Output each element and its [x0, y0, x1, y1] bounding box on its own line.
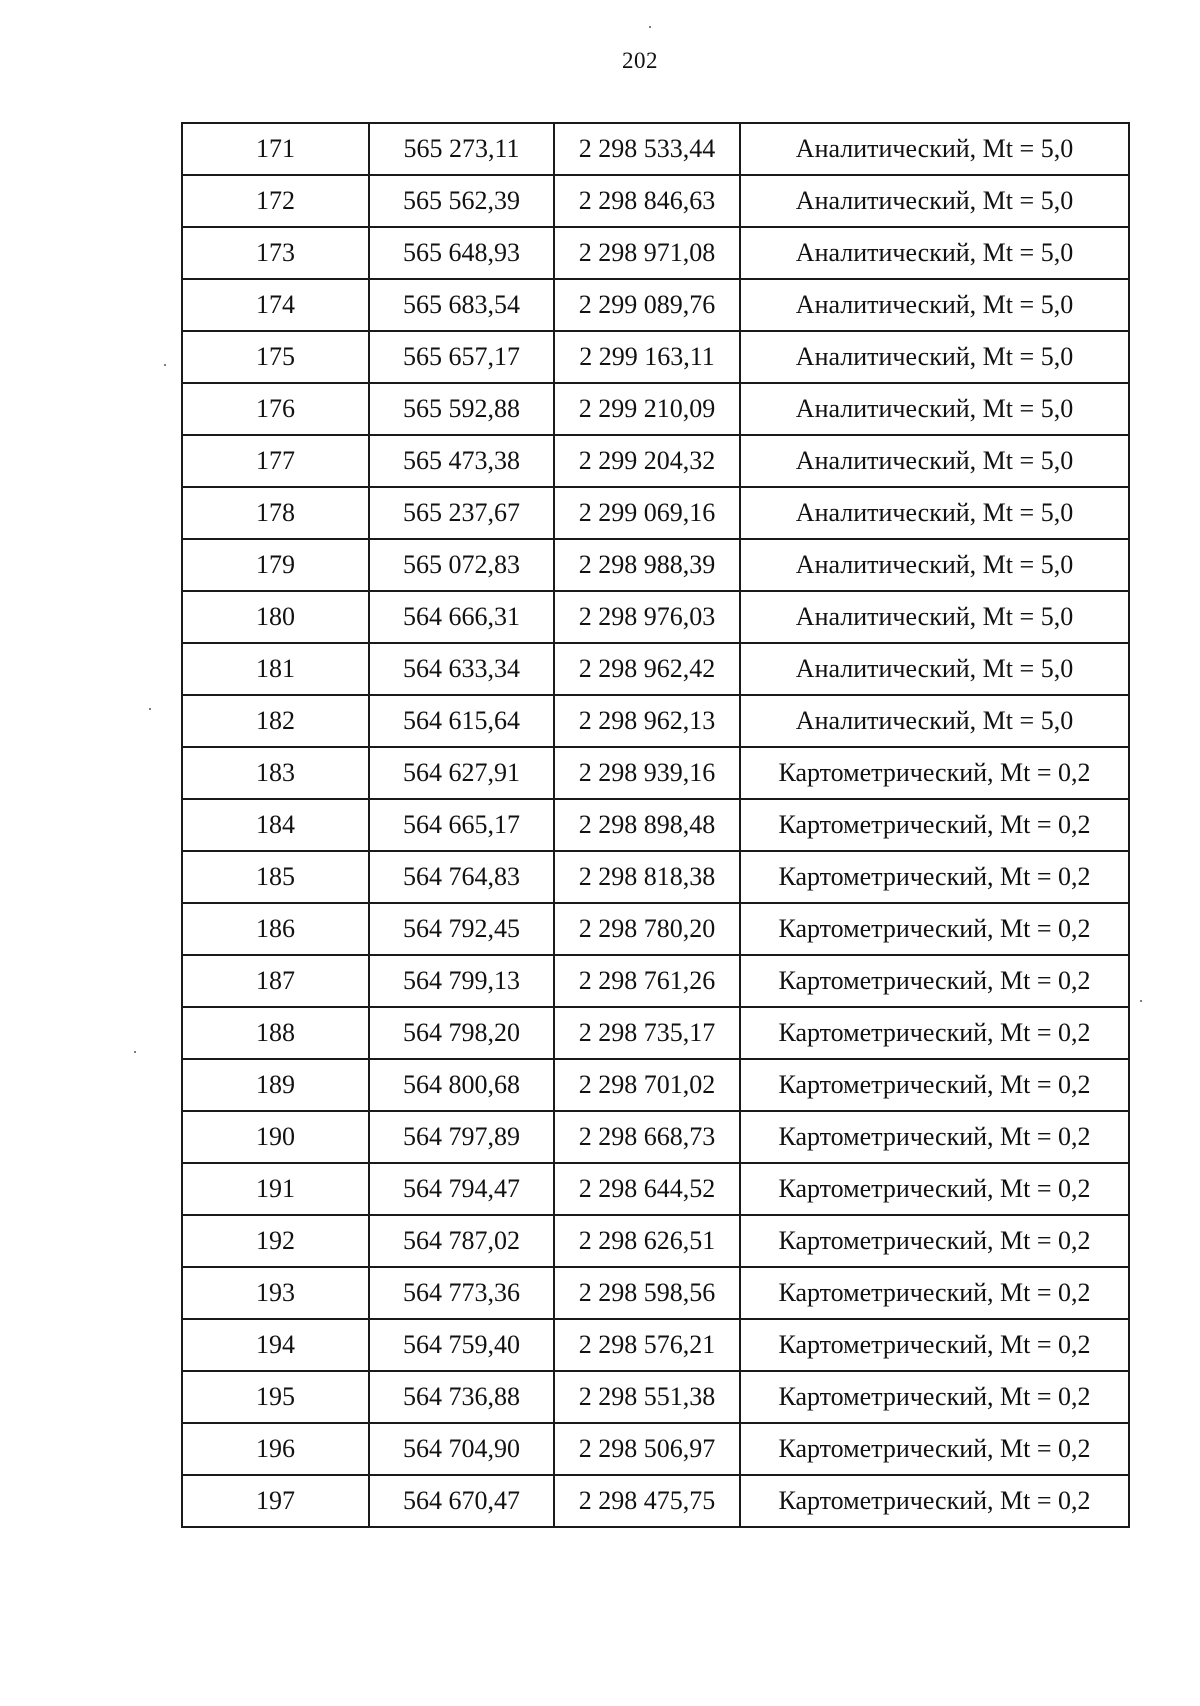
- point-number-cell: 192: [182, 1215, 369, 1267]
- point-number-cell: 194: [182, 1319, 369, 1371]
- method-cell: Картометрический, Mt = 0,2: [740, 903, 1129, 955]
- x-coordinate-cell: 565 237,67: [369, 487, 554, 539]
- method-cell: Аналитический, Mt = 5,0: [740, 643, 1129, 695]
- point-number-cell: 183: [182, 747, 369, 799]
- y-coordinate-cell: 2 298 971,08: [554, 227, 740, 279]
- x-coordinate-cell: 564 764,83: [369, 851, 554, 903]
- table-row: [182, 955, 1129, 1007]
- method-cell: Аналитический, Mt = 5,0: [740, 383, 1129, 435]
- x-coordinate-cell: 564 615,64: [369, 695, 554, 747]
- table-row: [182, 1423, 1129, 1475]
- x-coordinate-cell: 564 759,40: [369, 1319, 554, 1371]
- table-row: [182, 331, 1129, 383]
- y-coordinate-cell: 2 298 668,73: [554, 1111, 740, 1163]
- method-cell: Картометрический, Mt = 0,2: [740, 1215, 1129, 1267]
- y-coordinate-cell: 2 298 962,13: [554, 695, 740, 747]
- x-coordinate-cell: 565 562,39: [369, 175, 554, 227]
- y-coordinate-cell: 2 298 976,03: [554, 591, 740, 643]
- y-coordinate-cell: 2 298 898,48: [554, 799, 740, 851]
- y-coordinate-cell: 2 298 701,02: [554, 1059, 740, 1111]
- method-cell: Аналитический, Mt = 5,0: [740, 227, 1129, 279]
- method-cell: Картометрический, Mt = 0,2: [740, 1371, 1129, 1423]
- method-cell: Аналитический, Mt = 5,0: [740, 487, 1129, 539]
- x-coordinate-cell: 564 799,13: [369, 955, 554, 1007]
- point-number-cell: 196: [182, 1423, 369, 1475]
- table-row: [182, 1319, 1129, 1371]
- point-number-cell: 172: [182, 175, 369, 227]
- method-cell: Картометрический, Mt = 0,2: [740, 799, 1129, 851]
- table-row: [182, 279, 1129, 331]
- method-cell: Картометрический, Mt = 0,2: [740, 1059, 1129, 1111]
- x-coordinate-cell: 564 670,47: [369, 1475, 554, 1527]
- coordinates-table: [181, 122, 1130, 1528]
- table-row: [182, 539, 1129, 591]
- y-coordinate-cell: 2 298 818,38: [554, 851, 740, 903]
- y-coordinate-cell: 2 298 761,26: [554, 955, 740, 1007]
- x-coordinate-cell: 564 704,90: [369, 1423, 554, 1475]
- table-row: [182, 227, 1129, 279]
- x-coordinate-cell: 564 787,02: [369, 1215, 554, 1267]
- point-number-cell: 191: [182, 1163, 369, 1215]
- y-coordinate-cell: 2 298 735,17: [554, 1007, 740, 1059]
- table-row: [182, 1475, 1129, 1527]
- x-coordinate-cell: 565 273,11: [369, 123, 554, 175]
- scan-speck: [134, 1051, 136, 1053]
- table-row: [182, 1059, 1129, 1111]
- point-number-cell: 177: [182, 435, 369, 487]
- scan-speck: [649, 26, 651, 28]
- method-cell: Картометрический, Mt = 0,2: [740, 747, 1129, 799]
- method-cell: Аналитический, Mt = 5,0: [740, 435, 1129, 487]
- method-cell: Аналитический, Mt = 5,0: [740, 539, 1129, 591]
- method-cell: Аналитический, Mt = 5,0: [740, 175, 1129, 227]
- y-coordinate-cell: 2 298 846,63: [554, 175, 740, 227]
- method-cell: Картометрический, Mt = 0,2: [740, 1423, 1129, 1475]
- point-number-cell: 187: [182, 955, 369, 1007]
- table-row: [182, 383, 1129, 435]
- y-coordinate-cell: 2 298 626,51: [554, 1215, 740, 1267]
- point-number-cell: 181: [182, 643, 369, 695]
- y-coordinate-cell: 2 299 089,76: [554, 279, 740, 331]
- y-coordinate-cell: 2 298 939,16: [554, 747, 740, 799]
- x-coordinate-cell: 564 773,36: [369, 1267, 554, 1319]
- y-coordinate-cell: 2 299 210,09: [554, 383, 740, 435]
- point-number-cell: 171: [182, 123, 369, 175]
- page-number: 202: [622, 48, 658, 73]
- x-coordinate-cell: 564 666,31: [369, 591, 554, 643]
- table-row: [182, 1267, 1129, 1319]
- y-coordinate-cell: 2 298 780,20: [554, 903, 740, 955]
- method-cell: Аналитический, Mt = 5,0: [740, 279, 1129, 331]
- point-number-cell: 173: [182, 227, 369, 279]
- method-cell: Картометрический, Mt = 0,2: [740, 1475, 1129, 1527]
- point-number-cell: 182: [182, 695, 369, 747]
- y-coordinate-cell: 2 298 644,52: [554, 1163, 740, 1215]
- y-coordinate-cell: 2 298 506,97: [554, 1423, 740, 1475]
- point-number-cell: 188: [182, 1007, 369, 1059]
- y-coordinate-cell: 2 298 962,42: [554, 643, 740, 695]
- y-coordinate-cell: 2 299 163,11: [554, 331, 740, 383]
- method-cell: Картометрический, Mt = 0,2: [740, 1267, 1129, 1319]
- method-cell: Картометрический, Mt = 0,2: [740, 1163, 1129, 1215]
- y-coordinate-cell: 2 298 551,38: [554, 1371, 740, 1423]
- x-coordinate-cell: 564 736,88: [369, 1371, 554, 1423]
- table-row: [182, 1215, 1129, 1267]
- method-cell: Аналитический, Mt = 5,0: [740, 695, 1129, 747]
- method-cell: Картометрический, Mt = 0,2: [740, 851, 1129, 903]
- table-row: [182, 643, 1129, 695]
- y-coordinate-cell: 2 298 598,56: [554, 1267, 740, 1319]
- point-number-cell: 197: [182, 1475, 369, 1527]
- table-row: [182, 487, 1129, 539]
- x-coordinate-cell: 565 473,38: [369, 435, 554, 487]
- point-number-cell: 175: [182, 331, 369, 383]
- table-row: [182, 123, 1129, 175]
- method-cell: Картометрический, Mt = 0,2: [740, 1007, 1129, 1059]
- point-number-cell: 174: [182, 279, 369, 331]
- point-number-cell: 190: [182, 1111, 369, 1163]
- scan-speck: [149, 708, 151, 710]
- method-cell: Картометрический, Mt = 0,2: [740, 1111, 1129, 1163]
- x-coordinate-cell: 564 798,20: [369, 1007, 554, 1059]
- x-coordinate-cell: 564 797,89: [369, 1111, 554, 1163]
- x-coordinate-cell: 565 592,88: [369, 383, 554, 435]
- table-row: [182, 1371, 1129, 1423]
- x-coordinate-cell: 564 633,34: [369, 643, 554, 695]
- point-number-cell: 186: [182, 903, 369, 955]
- table-row: [182, 435, 1129, 487]
- table-row: [182, 799, 1129, 851]
- point-number-cell: 184: [182, 799, 369, 851]
- method-cell: Картометрический, Mt = 0,2: [740, 1319, 1129, 1371]
- table-row: [182, 903, 1129, 955]
- y-coordinate-cell: 2 299 069,16: [554, 487, 740, 539]
- point-number-cell: 193: [182, 1267, 369, 1319]
- table-row: [182, 1007, 1129, 1059]
- table-row: [182, 1111, 1129, 1163]
- point-number-cell: 189: [182, 1059, 369, 1111]
- x-coordinate-cell: 564 800,68: [369, 1059, 554, 1111]
- point-number-cell: 195: [182, 1371, 369, 1423]
- y-coordinate-cell: 2 298 576,21: [554, 1319, 740, 1371]
- method-cell: Аналитический, Mt = 5,0: [740, 331, 1129, 383]
- x-coordinate-cell: 565 648,93: [369, 227, 554, 279]
- point-number-cell: 176: [182, 383, 369, 435]
- point-number-cell: 179: [182, 539, 369, 591]
- scan-speck: [1140, 1000, 1142, 1002]
- y-coordinate-cell: 2 298 988,39: [554, 539, 740, 591]
- x-coordinate-cell: 564 792,45: [369, 903, 554, 955]
- point-number-cell: 180: [182, 591, 369, 643]
- x-coordinate-cell: 565 072,83: [369, 539, 554, 591]
- table-body: [182, 123, 1129, 1527]
- x-coordinate-cell: 565 657,17: [369, 331, 554, 383]
- y-coordinate-cell: 2 298 475,75: [554, 1475, 740, 1527]
- table-row: [182, 851, 1129, 903]
- y-coordinate-cell: 2 299 204,32: [554, 435, 740, 487]
- x-coordinate-cell: 564 627,91: [369, 747, 554, 799]
- table-row: [182, 747, 1129, 799]
- x-coordinate-cell: 564 794,47: [369, 1163, 554, 1215]
- x-coordinate-cell: 564 665,17: [369, 799, 554, 851]
- table-row: [182, 1163, 1129, 1215]
- table-row: [182, 591, 1129, 643]
- method-cell: Аналитический, Mt = 5,0: [740, 591, 1129, 643]
- method-cell: Аналитический, Mt = 5,0: [740, 123, 1129, 175]
- y-coordinate-cell: 2 298 533,44: [554, 123, 740, 175]
- point-number-cell: 185: [182, 851, 369, 903]
- table-row: [182, 175, 1129, 227]
- scan-speck: [164, 364, 166, 366]
- point-number-cell: 178: [182, 487, 369, 539]
- x-coordinate-cell: 565 683,54: [369, 279, 554, 331]
- table-row: [182, 695, 1129, 747]
- method-cell: Картометрический, Mt = 0,2: [740, 955, 1129, 1007]
